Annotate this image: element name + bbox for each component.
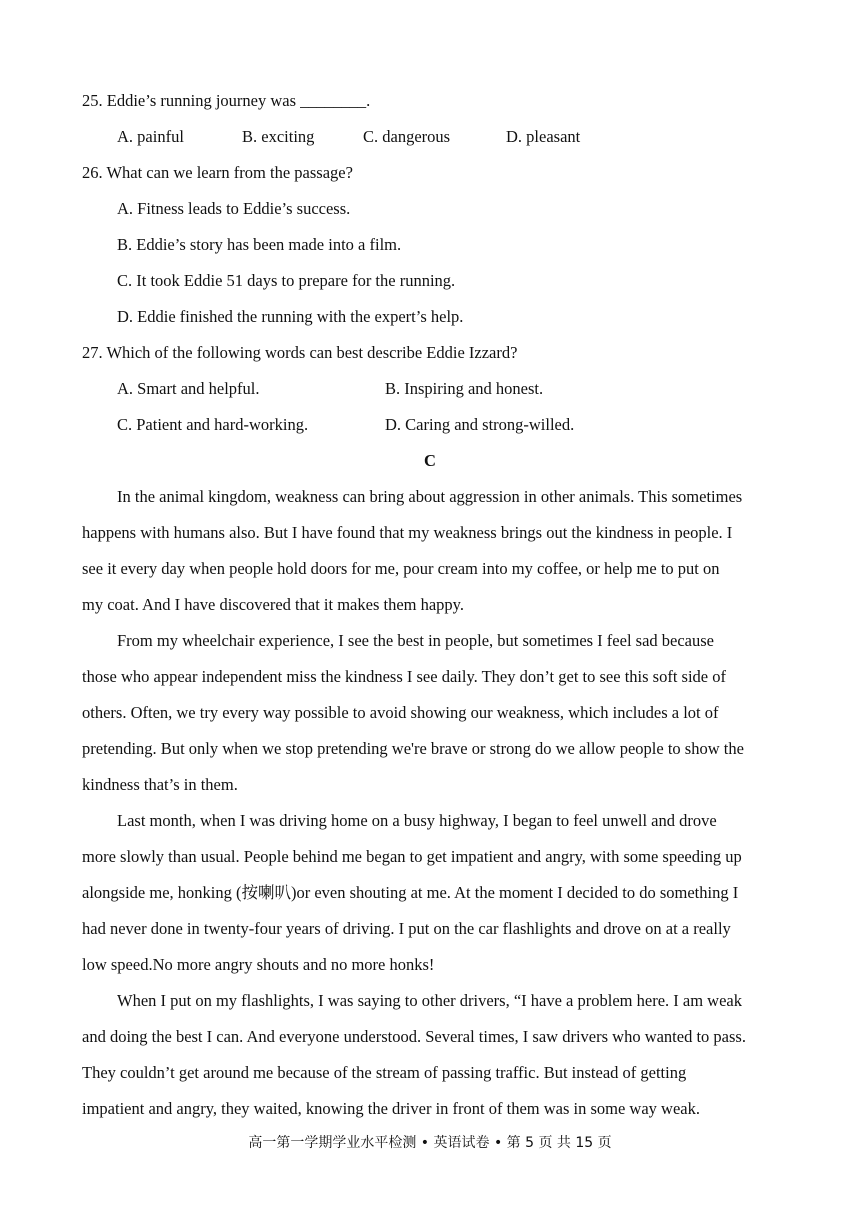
- q27-option-d: D. Caring and strong-willed.: [385, 415, 575, 434]
- passage-line: happens with humans also. But I have found that my weakness brings out the kindness in people. I: [82, 523, 733, 542]
- page-footer: 高一第一学期学业水平检测 • 英语试卷 • 第 5 页 共 15 页: [248, 1135, 612, 1151]
- q26-option-a: A. Fitness leads to Eddie’s success.: [117, 199, 351, 218]
- passage-line: those who appear independent miss the kindness I see daily. They don’t get to see this soft side of: [82, 667, 726, 686]
- q25-option-d: D. pleasant: [506, 127, 581, 146]
- section-title: C: [424, 451, 436, 470]
- q27-option-a: A. Smart and helpful.: [117, 379, 260, 398]
- passage-line: kindness that’s in them.: [82, 775, 238, 794]
- passage-line: see it every day when people hold doors for me, pour cream into my coffee, or help me to put on: [82, 559, 720, 578]
- q25-option-b: B. exciting: [242, 127, 315, 146]
- passage-line: In the animal kingdom, weakness can bring about aggression in other animals. This sometimes: [117, 487, 743, 506]
- passage-line: alongside me, honking (按喇叭)or even shouting at me. At the moment I decided to do something I: [82, 883, 739, 902]
- passage-line: pretending. But only when we stop pretending we're brave or strong do we allow people to show the: [82, 739, 744, 758]
- q26-option-c: C. It took Eddie 51 days to prepare for the running.: [117, 271, 456, 290]
- passage-line: my coat. And I have discovered that it makes them happy.: [82, 595, 464, 614]
- q27-option-b: B. Inspiring and honest.: [385, 379, 544, 398]
- passage-line: They couldn’t get around me because of the stream of passing traffic. But instead of getting: [82, 1063, 687, 1082]
- passage-line: others. Often, we try every way possible to avoid showing our weakness, which includes a lot of: [82, 703, 719, 722]
- passage-line: Last month, when I was driving home on a busy highway, I began to feel unwell and drove: [117, 811, 717, 830]
- q26-option-b: B. Eddie’s story has been made into a film.: [117, 235, 402, 254]
- q25-option-c: C. dangerous: [363, 127, 451, 146]
- passage-line: and doing the best I can. And everyone understood. Several times, I saw drivers who wanted to pass.: [82, 1027, 746, 1046]
- q26-option-d: D. Eddie finished the running with the expert’s help.: [117, 307, 464, 326]
- question-26-stem: 26. What can we learn from the passage?: [82, 163, 353, 182]
- passage-line: From my wheelchair experience, I see the best in people, but sometimes I feel sad because: [117, 631, 714, 650]
- passage-line: impatient and angry, they waited, knowing the driver in front of them was in some way weak.: [82, 1099, 700, 1118]
- q27-option-c: C. Patient and hard-working.: [117, 415, 309, 434]
- passage-line: low speed.No more angry shouts and no more honks!: [82, 955, 435, 974]
- q25-option-a: A. painful: [117, 127, 184, 146]
- passage-line: had never done in twenty-four years of driving. I put on the car flashlights and drove on at a really: [82, 919, 731, 938]
- passage-line: When I put on my flashlights, I was saying to other drivers, “I have a problem here. I am weak: [117, 991, 742, 1010]
- passage-line: more slowly than usual. People behind me began to get impatient and angry, with some speeding up: [82, 847, 742, 866]
- question-25-stem: 25. Eddie’s running journey was ________.: [82, 91, 371, 110]
- question-27-stem: 27. Which of the following words can best describe Eddie Izzard?: [82, 343, 518, 362]
